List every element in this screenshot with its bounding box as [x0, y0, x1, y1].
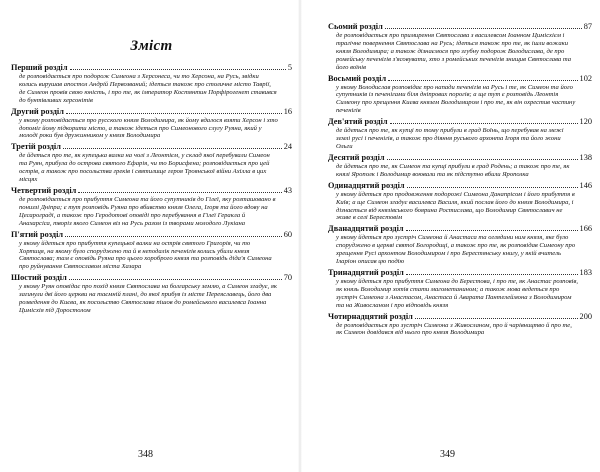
page-title: Зміст: [130, 38, 173, 54]
toc-entry-heading: [11, 142, 292, 152]
chapter-page-number: 43: [283, 185, 292, 195]
chapter-description: у якому йдеться про продовження подорожі Симеона Данапрісом і його прибуття в Київ; а ще Симеон згадує василевса Василя, який послав його до князя Володимира, і дізнається від князівського боярина Ростислава, що Володимир Святославич не живе в селі Берестовім: [336, 190, 575, 222]
toc-entry-heading: [328, 312, 592, 322]
dot-leader: [406, 268, 578, 275]
chapter-description: у якому йдеться про прибуття купецької валки на острів святого Григорія, чи то Хортиця, на якому було споруджено та й в неподалік печенігів колись убили князя Святослава; там є оповідь Руяна про цього хороброго князя та розповідь діда'я Симеона про руйнування Святославом міста Хазара: [19, 239, 272, 271]
toc-entry-heading: [328, 117, 592, 127]
chapter-description: де розповідається про прибуття Симеона та його супутників до Гілеї, яку розташовано в пониззі Дніпра; є тут розповідь Руяна про вбивство князя Олега, Ігоря та його вдову на Цесарограді, а також про Геродотові оповіді про перебування в Гілеї Геракла й Анахарсіса, творіз якого Симеон віз на Русь разом із творами молодого Лукіана: [19, 195, 276, 227]
toc-entry: [328, 181, 592, 223]
toc-entry-heading: [328, 181, 592, 191]
chapter-title: Восьмий розділ: [328, 73, 387, 83]
toc-entry: [328, 224, 592, 266]
chapter-description: де йдеться про те, як купецька валка на чолі з Леонтієм, у склад якої перебували Симеон та Руян, прибула до острова святого Ефарія, чи то Борисфена; розповідається про цей острів, а також про посольства греків і святилище героя Троянської війни Ахілла в цих місцях: [19, 152, 270, 184]
toc-entry-heading: [328, 22, 592, 32]
chapter-description: де йдеться про те, як купці по тому прибули в град Воїнь, що перебував на межі землі русі і печенігів, а також про діяння руського архонта Ігоря та його жони Ольги: [336, 127, 564, 150]
toc-entry-heading: [328, 153, 592, 163]
toc-entry: [11, 230, 292, 272]
dot-leader: [385, 22, 582, 29]
chapter-page-number: 102: [579, 73, 592, 83]
chapter-page-number: 166: [579, 224, 592, 234]
toc-list: [328, 22, 592, 337]
toc-entry: [328, 74, 592, 116]
toc-entry-heading: [11, 186, 292, 196]
toc-entry-heading: [11, 230, 292, 240]
dot-leader: [415, 312, 578, 319]
toc-entry-heading: [328, 268, 592, 278]
page-number: 348: [138, 449, 153, 460]
chapter-title: Третій розділ: [11, 142, 61, 152]
dot-leader: [66, 107, 282, 114]
chapter-page-number: 60: [283, 229, 292, 239]
toc-list: [11, 63, 292, 315]
toc-entry: [328, 117, 592, 151]
chapter-page-number: 70: [283, 273, 292, 283]
dot-leader: [387, 153, 578, 160]
toc-entry-heading: [328, 74, 592, 84]
chapter-description: де розповідається про подорож Симеона з Херсонеса, чи то Херсона, на Русь, звідки колись вирушав апостол Андрій Первозваний; ідеться також про столичне місто Таврії, де Симеон провів свою юність, і про те, як імператор Костянтин Порфірогенет ставився до бунтівливих херсонітів: [19, 73, 277, 104]
toc-entry: [11, 63, 292, 105]
chapter-description: де розповідається про примирення Святослава з василевсом Іоанном Цимісхієм і трагічне повернення Святослава на Русь; ідеться також про те, як ішли вожаки князя Володимира; а також дізнаємося про згубну подорож Володислава, де про ромейську печенігів з'ясовувати, хто з ромейських печенігів знищив Святослава та його воїнів: [336, 32, 571, 71]
chapter-page-number: 5: [287, 63, 292, 72]
dot-leader: [406, 224, 578, 231]
toc-entry-heading: [11, 273, 292, 283]
chapter-title: Перший розділ: [11, 63, 68, 72]
dot-leader: [65, 230, 282, 237]
chapter-page-number: 138: [579, 152, 592, 162]
chapter-description: у якому йдеться про прибуття Симеона до Берестова, і про те, як Анастас розповів, як князь Володимир хотів стати магометанином; а також мова ведеться про зустріч Симеона з Анастасом, Анастаса й Аварата Пантелеймона з Володимиром та на Живосланом і про відповідь князя: [336, 277, 578, 309]
right-page: [300, 0, 600, 472]
chapter-title: Десятий розділ: [328, 152, 385, 162]
chapter-description: у якому Володислав розповідає про напади печенігів на Русь і те, як Симеон та його супутників із печенігами біля дніпрових порогів; а ще тут є розповідь Леонтія Симеону про хрещення Києва князем Володимиром і про те, як він охрестив частину печенігів: [336, 83, 576, 115]
toc-entry: [328, 312, 592, 338]
chapter-page-number: 146: [579, 180, 592, 190]
toc-entry: [328, 268, 592, 310]
chapter-description: у якому Руян оповідає про похід князя Святослава на болгарську землю, а Симеон згадує, як загинули дві його церкви на таємній плані, до якої прибув із місте Переяславець, його два розведення до Києва, як посольство Святослава пішов до ромейського василевса Іоанна Цимісхія під Доростолом: [19, 283, 277, 314]
chapter-title: Дванадцятий розділ: [328, 224, 404, 234]
toc-entry-heading: [11, 107, 292, 117]
chapter-title: Сьомий розділ: [328, 22, 383, 31]
toc-entry-heading: [11, 63, 292, 73]
toc-entry: [11, 142, 292, 184]
toc-entry: [11, 107, 292, 141]
chapter-title: Чотирнадцятий розділ: [328, 311, 413, 321]
chapter-page-number: 87: [583, 22, 592, 31]
chapter-page-number: 24: [283, 142, 292, 152]
chapter-page-number: 120: [579, 117, 592, 127]
chapter-description: де йдеться про те, як Симеон та купці прибули в град Родень; а також про те, як князі Ярополк і Володимир воювали та як підступно вбили Ярополка: [336, 162, 570, 178]
chapter-title: П'ятий розділ: [11, 229, 64, 239]
chapter-description: у якому йдеться про зустріч Симеона й Анастаса та оглядини ним князя, яке було споруджено в церкві святої Богородиці, а також про те, як розповідав Симеону про хрещення Русі архонтом Володимиром і про Берестянську книгу, у якій вчитель Іларіон описав цю подію: [336, 234, 576, 266]
chapter-page-number: 200: [579, 311, 592, 321]
chapter-description: у якому розповідається про русского князя Володимира, як йому вдалося взяти Херсон і хто допоміг йому підкорити місто, а також ідеться про Симеонового слугу Руяна, який у молоді роки був дружинником у князя Володимира: [19, 116, 278, 140]
dot-leader: [78, 186, 281, 193]
chapter-page-number: 16: [283, 106, 292, 116]
toc-entry: [328, 22, 592, 72]
toc-entry: [11, 186, 292, 228]
chapter-title: Тринадцятий розділ: [328, 267, 404, 277]
toc-entry: [11, 273, 292, 315]
chapter-title: Дев'ятий розділ: [328, 117, 388, 127]
chapter-page-number: 183: [579, 267, 592, 277]
chapter-title: Шостий розділ: [11, 273, 67, 283]
chapter-description: де розповідається про зустріч Симеона з Живосланом, про й чарівництво й про те, як Симеон довідався від нього про князя Володимира: [336, 321, 572, 337]
toc-entry-heading: [328, 224, 592, 234]
dot-leader: [407, 181, 578, 188]
page-number: 349: [440, 449, 455, 460]
chapter-title: Одинадцятий розділ: [328, 180, 405, 190]
dot-leader: [69, 273, 282, 280]
dot-leader: [63, 142, 282, 149]
chapter-title: Четвертий розділ: [11, 185, 77, 195]
dot-leader: [388, 74, 577, 81]
dot-leader: [390, 117, 578, 124]
toc-entry: [328, 153, 592, 179]
chapter-title: Другий розділ: [11, 106, 64, 116]
dot-leader: [70, 63, 286, 70]
